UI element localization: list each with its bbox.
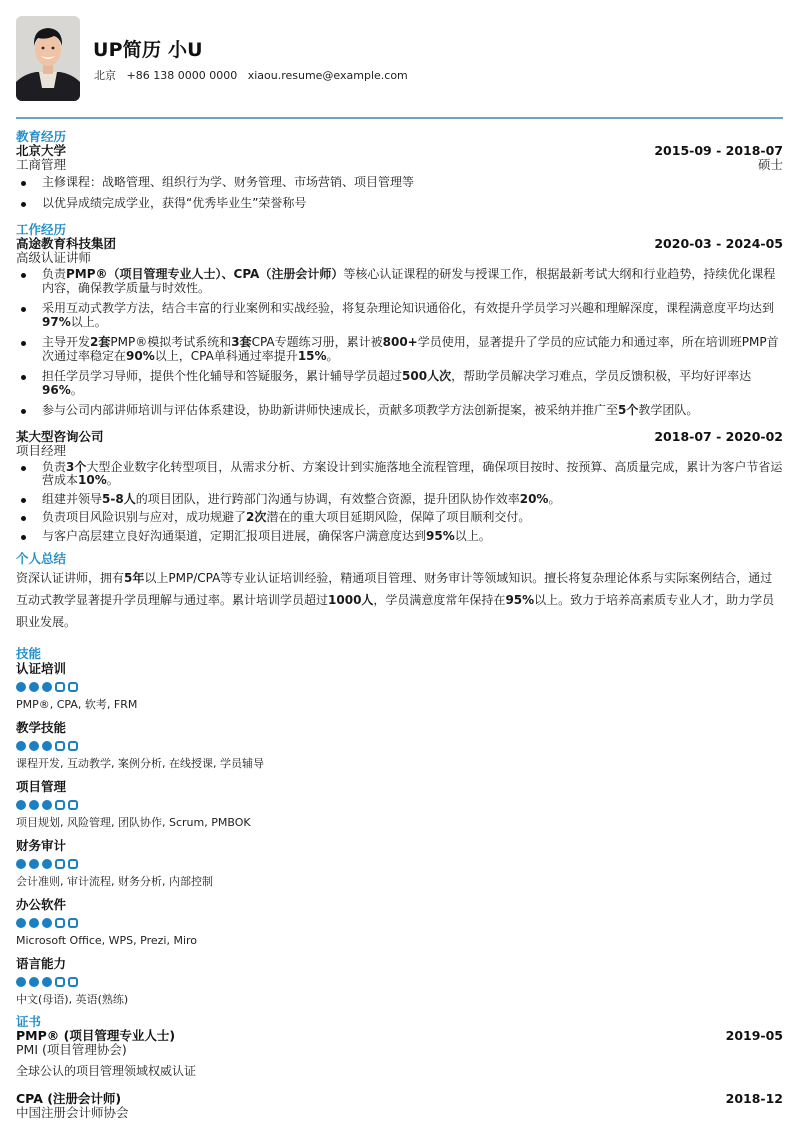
- skills-section: [16, 647, 783, 1007]
- empty-dot-icon: [55, 800, 65, 810]
- education-date: 2015-09 - 2018-07: [654, 143, 783, 158]
- empty-dot-icon: [68, 918, 78, 928]
- skill-name: 教学技能: [16, 720, 67, 735]
- empty-dot-icon: [68, 800, 78, 810]
- list-item: 采用互动式教学方法，结合丰富的行业案例和实战经验，将复杂理论知识通俗化，有效提升学员学习兴趣和理解深度，课程满意度平均达到97%以上。: [16, 302, 783, 329]
- skill-name: 语言能力: [16, 956, 67, 971]
- empty-dot-icon: [68, 741, 78, 751]
- list-item: 负责3个大型企业数字化转型项目，从需求分析、方案设计到实施落地全流程管理，确保项目按时、按预算、高质量完成，累计为客户节省运营成本10%。: [16, 461, 783, 488]
- skill-item: [16, 661, 783, 712]
- list-item: 参与公司内部讲师培训与评估体系建设，协助新讲师快速成长，贡献多项教学方法创新提案，被采纳并推广至5个教学团队。: [16, 404, 783, 418]
- list-item: 负责项目风险识别与应对，成功规避了2次潜在的重大项目延期风险，保障了项目顺利交付。: [16, 511, 783, 525]
- skill-keywords: 会计准则, 审计流程, 财务分析, 内部控制: [16, 875, 213, 888]
- avatar: [16, 16, 80, 101]
- job-title: 项目经理: [16, 442, 67, 458]
- work-bullets: [16, 461, 783, 544]
- avatar-photo-icon: [16, 16, 80, 101]
- skill-level-rating: [16, 800, 783, 810]
- skill-keywords: 中文(母语), 英语(熟练): [16, 993, 129, 1006]
- skill-item: [16, 897, 783, 948]
- certificate-issuer: 中国注册会计师协会: [16, 1105, 129, 1120]
- certificate-description: 全球公认的项目管理领域权威认证: [16, 1064, 197, 1078]
- certificate-item: [16, 1092, 783, 1119]
- skill-keywords: 项目规划, 风险管理, 团队协作, Scrum, PMBOK: [16, 816, 251, 829]
- certificate-date: 2018-12: [725, 1091, 783, 1106]
- filled-dot-icon: [42, 977, 52, 987]
- filled-dot-icon: [16, 977, 26, 987]
- section-title-work: 工作经历: [16, 222, 67, 237]
- school-name: 北京大学: [16, 143, 67, 158]
- skill-level-rating: [16, 741, 783, 751]
- skill-level-rating: [16, 682, 783, 692]
- work-date: 2020-03 - 2024-05: [654, 236, 783, 251]
- filled-dot-icon: [29, 859, 39, 869]
- skills-list: [16, 661, 783, 1007]
- section-title-skills: 技能: [16, 646, 42, 661]
- resume-header: [16, 0, 783, 118]
- work-bullets: [16, 268, 783, 418]
- education-entry-head: [16, 144, 783, 171]
- section-title-certificates: 证书: [16, 1014, 42, 1029]
- filled-dot-icon: [42, 682, 52, 692]
- filled-dot-icon: [29, 682, 39, 692]
- empty-dot-icon: [68, 682, 78, 692]
- certificate-issuer: PMI (项目管理协会): [16, 1042, 127, 1057]
- phone: +86 138 0000 0000: [126, 69, 238, 82]
- empty-dot-icon: [55, 682, 65, 692]
- education-bullets: [16, 176, 783, 210]
- header-divider: [16, 117, 783, 119]
- filled-dot-icon: [42, 918, 52, 928]
- resume-page: [16, 0, 783, 1119]
- major: 工商管理: [16, 157, 67, 172]
- skill-keywords: PMP®, CPA, 软考, FRM: [16, 698, 138, 711]
- work-date: 2018-07 - 2020-02: [654, 428, 783, 444]
- work-entry-head: [16, 430, 783, 457]
- skill-keywords: Microsoft Office, WPS, Prezi, Miro: [16, 934, 198, 947]
- certificate-name: PMP® (项目管理专业人士): [16, 1028, 176, 1043]
- filled-dot-icon: [42, 800, 52, 810]
- filled-dot-icon: [42, 741, 52, 751]
- skill-item: [16, 720, 783, 771]
- summary-text: 资深认证讲师，拥有5年以上PMP/CPA等专业认证培训经验，精通项目管理、财务审计等领域知识。擅长将复杂理论体系与实际案例结合，通过互动式教学显著提升学员理解与通过率。累计培训学员超过1000人，学员满意度常年保持在95%以上。致力于培养高素质专业人才，助力学员职业发展。: [16, 571, 775, 629]
- work-section: [16, 223, 783, 543]
- certificate-name: CPA (注册会计师): [16, 1091, 122, 1106]
- certificate-head: [16, 1092, 783, 1119]
- candidate-name: UP简历 小U: [93, 39, 203, 61]
- job-title: 高级认证讲师: [16, 250, 92, 265]
- certificate-date: 2019-05: [725, 1028, 783, 1043]
- degree: 硕士: [757, 157, 783, 172]
- list-item: 主导开发2套PMP®模拟考试系统和3套CPA专题练习册，累计被800+学员使用，显著提升了学员的应试能力和通过率，所在培训班PMP首次通过率稳定在90%以上，CPA单科通过率提升15%。: [16, 336, 783, 363]
- list-item: 主修课程：战略管理、组织行为学、财务管理、市场营销、项目管理等: [16, 176, 783, 190]
- empty-dot-icon: [55, 741, 65, 751]
- list-item: 组建并领导5-8人的项目团队，进行跨部门沟通与协调，有效整合资源，提升团队协作效率20%。: [16, 493, 783, 507]
- certificate-head: [16, 1029, 783, 1056]
- filled-dot-icon: [16, 682, 26, 692]
- skill-name: 项目管理: [16, 779, 67, 794]
- skill-name: 认证培训: [16, 661, 67, 676]
- filled-dot-icon: [16, 800, 26, 810]
- empty-dot-icon: [68, 977, 78, 987]
- filled-dot-icon: [29, 741, 39, 751]
- skill-item: [16, 956, 783, 1007]
- work-entry-head: [16, 237, 783, 264]
- company-name: 某大型咨询公司: [16, 428, 104, 444]
- filled-dot-icon: [16, 741, 26, 751]
- filled-dot-icon: [29, 800, 39, 810]
- list-item: 负责PMP®（项目管理专业人士）、CPA（注册会计师）等核心认证课程的研发与授课工作，根据最新考试大纲和行业趋势，持续优化课程内容，确保教学质量与时效性。: [16, 268, 783, 295]
- list-item: 以优异成绩完成学业，获得“优秀毕业生”荣誉称号: [16, 197, 783, 211]
- skill-name: 办公软件: [16, 897, 67, 912]
- filled-dot-icon: [29, 977, 39, 987]
- certificate-item: [16, 1029, 783, 1078]
- contact-info: [94, 67, 415, 83]
- filled-dot-icon: [16, 859, 26, 869]
- section-title-summary: 个人总结: [16, 551, 67, 566]
- company-name: 高途教育科技集团: [16, 236, 117, 251]
- summary-section: [16, 552, 783, 633]
- education-section: [16, 130, 783, 210]
- list-item: 与客户高层建立良好沟通渠道，定期汇报项目进展，确保客户满意度达到95%以上。: [16, 530, 783, 544]
- empty-dot-icon: [55, 977, 65, 987]
- location: 北京: [94, 69, 116, 82]
- empty-dot-icon: [55, 859, 65, 869]
- skill-item: [16, 779, 783, 830]
- filled-dot-icon: [16, 918, 26, 928]
- list-item: 担任学员学习导师，提供个性化辅导和答疑服务，累计辅导学员超过500人次，帮助学员解决学习难点，学员反馈积极，平均好评率达96%。: [16, 370, 783, 397]
- skill-keywords: 课程开发, 互动教学, 案例分析, 在线授课, 学员辅导: [16, 757, 264, 770]
- skill-item: [16, 838, 783, 889]
- filled-dot-icon: [42, 859, 52, 869]
- certificates-section: [16, 1015, 783, 1119]
- skill-level-rating: [16, 977, 783, 987]
- empty-dot-icon: [55, 918, 65, 928]
- filled-dot-icon: [29, 918, 39, 928]
- skill-level-rating: [16, 859, 783, 869]
- section-title-education: 教育经历: [16, 129, 67, 144]
- skill-level-rating: [16, 918, 783, 928]
- skill-name: 财务审计: [16, 838, 67, 853]
- email: xiaou.resume@example.com: [247, 69, 408, 82]
- empty-dot-icon: [68, 859, 78, 869]
